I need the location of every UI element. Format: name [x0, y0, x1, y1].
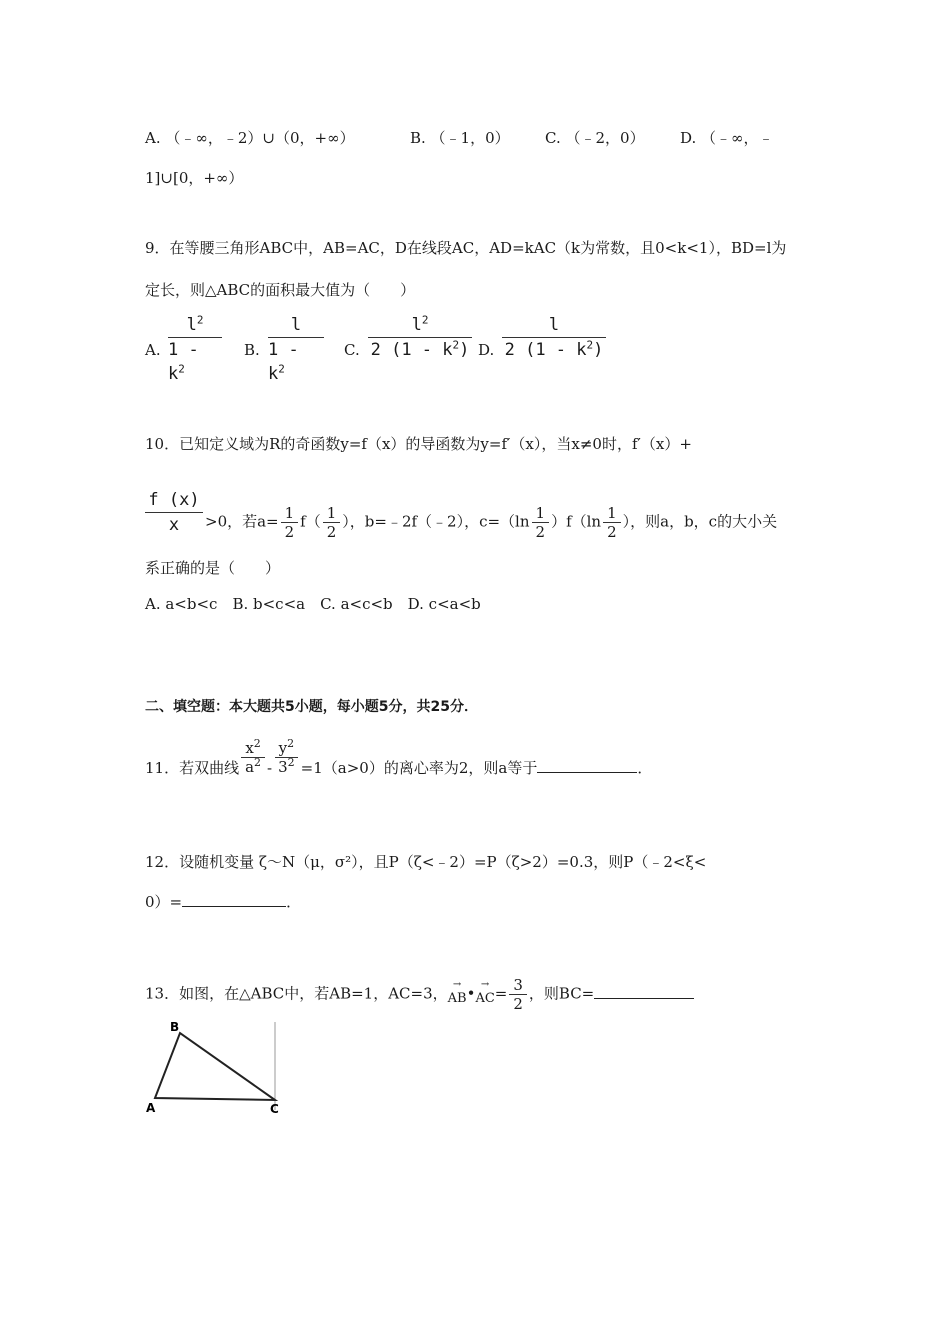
triangle-abc-figure — [140, 1018, 285, 1118]
q9-label-a: A. — [145, 341, 161, 359]
q9-option-c-fraction: $\frac{l^2}{2 (1 - k^2)}$ — [368, 313, 472, 362]
q8-option-b: B. （﹣1，0） — [410, 129, 510, 147]
q13-answer-blank[interactable] — [594, 984, 694, 999]
q11-answer-blank[interactable] — [537, 758, 637, 773]
vector-ab: → AB — [447, 978, 467, 1006]
q10-stem-line1: 10．已知定义域为R的奇函数y=f（x）的导函数为y=f′（x），当x≠0时，f′（x）+ — [145, 435, 692, 453]
section-heading-fill-in: 二、填空题：本大题共5小题，每小题5分，共25分． — [145, 699, 478, 715]
vertex-label-c: C — [270, 1102, 279, 1116]
q8-option-c: C. （﹣2，0） — [545, 129, 645, 147]
q9-stem-line1: 9．在等腰三角形ABC中，AB=AC，D在线段AC，AD=kAC（k为常数，且0<k<1），BD=l为 — [145, 239, 787, 257]
q12-stem-line2: 0）= ． — [145, 893, 302, 911]
q9-option-d-fraction: $\frac{l}{2 (1 - k^2)}$ — [502, 313, 606, 362]
q9-label-c: C. — [344, 341, 360, 359]
q9-label-d: D. — [478, 341, 495, 359]
q12-answer-blank[interactable] — [182, 892, 286, 907]
vector-ac: → AC — [475, 978, 495, 1006]
q8-option-d-cont: 1]∪[0，+∞） — [145, 169, 244, 187]
q9-option-b-fraction: $\frac{l}{1 - k^2}$ — [268, 313, 324, 386]
q9-label-b: B. — [244, 341, 260, 359]
q8-option-a: A. （﹣∞，﹣2）∪（0，+∞） — [145, 129, 355, 147]
q10-fraction-fx-over-x: $\frac{f (x)}{x}$ — [145, 488, 203, 537]
triangle-abc — [155, 1033, 275, 1100]
q9-stem-line2: 定长，则△ABC的面积最大值为（ ） — [145, 281, 416, 299]
q12-stem-line1: 12．设随机变量 ζ～N（μ，σ²），且P（ζ<﹣2）=P（ζ>2）=0.3，则P（﹣2<ξ< — [145, 853, 707, 871]
q10-options: A. a<b<c B. b<c<a C. a<c<b D. c<a<b — [145, 595, 481, 613]
q10-stem-line2: >0，若a= $\frac{1}{2}$ f（ $\frac{1}{2}$ ），b=﹣2f（﹣2），c=（ln $\frac{1}{2}$ ）f（ln $\frac{1}{2}$ ），则a，b，c的大小关 — [205, 504, 778, 541]
q11-stem: 11．若双曲线 $\frac{x^2}{a^2}$ - $\frac{y^2}{3^2}$ =1（a>0）的离心率为2，则a等于 ． — [145, 736, 653, 777]
q13-stem: 13．如图，在△ABC中，若AB=1，AC=3， → AB • → AC = $\frac{3}{2}$ ，则BC= — [145, 976, 694, 1013]
vertex-label-b: B — [170, 1020, 180, 1034]
vertex-label-a: A — [146, 1101, 156, 1115]
q10-stem-line3: 系正确的是（ ） — [145, 559, 281, 577]
q9-option-a-fraction: $\frac{l^2}{1 - k^2}$ — [168, 313, 222, 386]
q8-option-d: D. （﹣∞，﹣ — [680, 129, 774, 147]
